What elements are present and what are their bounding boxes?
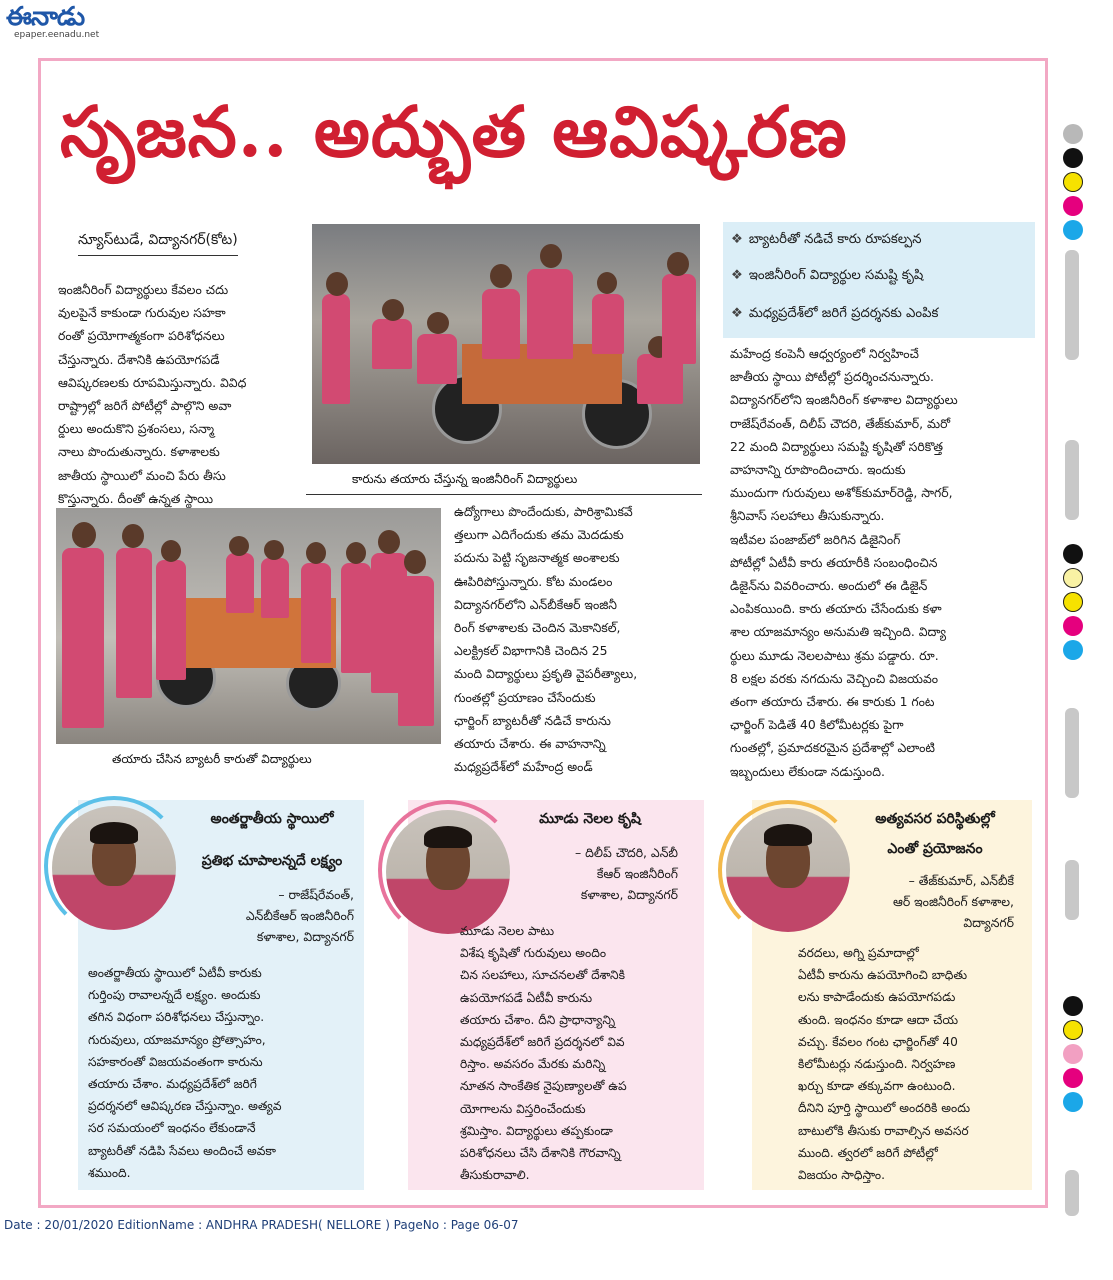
column-3-line: పోటీల్లో ఏటీవీ కారు తయారీకి సంబంధించిన	[730, 554, 938, 570]
photo-2-caption: తయారు చేసిన బ్యాటరీ కారుతో విద్యార్థులు	[112, 752, 312, 766]
column-3-text	[730, 342, 1030, 783]
column-1-line: ఇంజినీరింగ్ విద్యార్థులు కేవలం చదు	[58, 282, 229, 297]
interview-2-body-line: రిస్తాం. అవసరం మేరకు మరిన్ని	[460, 1057, 606, 1072]
eenadu-logo: ఈనాడు	[6, 2, 85, 32]
column-3-line: జాతీయ స్థాయి పోటీల్లో ప్రదర్శించనున్నారు.	[730, 369, 934, 385]
interview-1-body-line: గురువులు, యాజమాన్యం ప్రోత్సాహం,	[88, 1032, 266, 1047]
interview-2-body-line: తయారు చేశాం. దీని ప్రాధాన్యాన్ని	[460, 1012, 616, 1027]
column-3-line: 8 లక్షల వరకు నగదును వెచ్చించి విజయవం	[730, 670, 939, 686]
interview-1-body-line: సహకారంతో విజయవంతంగా కారును	[88, 1054, 263, 1069]
column-3-line: విద్యానగర్‌లోని ఇంజినీరింగ్ కళాశాల విద్యార్థులు	[730, 392, 958, 408]
column-3-line: ఛార్జింగ్ పెడితే 40 కిలోమీటర్లకు పైగా	[730, 717, 904, 733]
column-1-line: ఆవిష్కరణలకు రూపమిస్తున్నారు. వివిధ	[58, 374, 247, 390]
interview-1-body-line: తగిన విధంగా పరిశోధనలు చేస్తున్నాం.	[88, 1010, 265, 1025]
interview-2-body-line: ఉపయోగపడే ఏటీవీ కారును	[460, 990, 593, 1005]
interview-3-body-line: వరదలు, అగ్ని ప్రమాదాల్లో	[798, 946, 919, 960]
column-3-line: శ్రీనివాస్ సలహాలు తీసుకున్నారు.	[730, 508, 885, 524]
registration-mark-lightyellow	[1063, 568, 1083, 588]
diamond-bullet-icon: ❖	[731, 268, 743, 283]
interview-2-body-line: చిన సలహాలు, సూచనలతో దేశానికి	[460, 968, 625, 983]
interview-1-body-line: శముంది.	[88, 1165, 131, 1180]
column-3-line: శాల యాజమాన్యం అనుమతి ఇచ్చింది. విద్యా	[730, 624, 947, 640]
headline: సృజన.. అద్భుత ఆవిష్కరణ	[60, 90, 848, 173]
column-2-text	[454, 500, 700, 778]
interview-2-body-line: యోగాలను విస్తరించేందుకు	[460, 1101, 586, 1116]
interview-2-body-line: శ్రమిస్తాం. విద్యార్థులు తప్పకుండా	[460, 1123, 613, 1138]
column-2-line: రింగ్ కళాశాలకు చెందిన మెకానికల్,	[454, 620, 621, 636]
column-1-line: కొస్తున్నారు. దీంతో ఉన్నత స్థాయి	[58, 490, 214, 506]
interview-2-body-line: నూతన సాంకేతిక నైపుణ్యాలతో ఉప	[460, 1079, 627, 1094]
column-1-line: ర్డులు అందుకొని ప్రశంసలు, సన్మా	[58, 421, 215, 437]
column-3-line: ఇటీవల పంజాబ్‌లో జరిగిన డిజైనింగ్	[730, 531, 901, 547]
interview-1-credit-line: కళాశాల, విద్యానగర్	[256, 929, 354, 944]
interview-1-title-line-2: ప్రతిభ చూపాలన్నదే లక్ష్యం	[201, 853, 343, 869]
edition-footer: Date : 20/01/2020 EditionName : ANDHRA PRADESH( NELLORE ) PageNo : Page 06-07	[4, 1218, 519, 1232]
column-2-line: తయారు చేశారు. ఈ వాహనాన్ని	[454, 736, 606, 752]
column-1-line: నాలు పొందుతున్నారు. కళాశాలకు	[58, 444, 220, 460]
interview-2-body-line: పరిశోధనలు చేసి దేశానికి గౌరవాన్ని	[460, 1146, 621, 1161]
registration-mark-magenta	[1063, 616, 1083, 636]
registration-mark-yellow	[1063, 592, 1083, 612]
column-1-line: చేస్తున్నారు. దేశానికి ఉపయోగపడే	[58, 351, 220, 367]
highlight-2-text: ఇంజినీరింగ్ విద్యార్థుల సమష్టి కృషి	[748, 268, 924, 283]
interview-3-body-line: ఏటీవీ కారును ఉపయోగించి బాధితు	[798, 968, 968, 983]
column-3-line: 22 మంది విద్యార్థులు సమష్టి కృషితో సరికొత్త	[730, 438, 943, 454]
highlight-2	[731, 268, 923, 286]
column-2-line: మధ్యప్రదేశ్‌లో మహేంద్ర అండ్	[454, 759, 593, 775]
registration-mark-cyan	[1063, 640, 1083, 660]
interview-3-body-line: లను కాపాడేందుకు ఉపయోగపడు	[798, 990, 956, 1005]
interview-2-credit	[510, 842, 678, 905]
column-3-line: ఎంపికయింది. కారు తయారు చేసేందుకు కళా	[730, 601, 942, 617]
column-3-line: మహేంద్ర కంపెనీ ఆధ్వర్యంలో నిర్వహించే	[730, 346, 919, 361]
column-3-line: ర్థులు మూడు నెలలపాటు శ్రమ పడ్డారు. రూ.	[730, 647, 939, 663]
highlight-1-text: బ్యాటరీతో నడిచే కారు రూపకల్పన	[748, 232, 922, 247]
column-2-line: మంది విద్యార్థులు ప్రకృతి వైపరీత్యాలు,	[454, 666, 638, 682]
column-3-line: వాహనాన్ని రూపొందించారు. ఇందుకు	[730, 462, 906, 478]
column-1-line: వులపైనే కాకుండా గురువుల సహకా	[58, 305, 226, 321]
registration-mark-yellow	[1063, 1020, 1083, 1040]
epaper-url: epaper.eenadu.net	[14, 30, 100, 40]
column-1-line: రాష్ట్రాల్లో జరిగే పోటీల్లో పాల్గొని అవా	[58, 398, 232, 414]
column-3-line: ముందుగా గురువులు అశోక్‌కుమార్‌రెడ్డి, సాగర్,	[730, 485, 953, 501]
interview-3-body-line: బాటులోకి తీసుకు రావాల్సిన అవసర	[798, 1123, 969, 1138]
registration-bar	[1065, 250, 1079, 360]
portrait-tej-kumar	[726, 808, 850, 932]
interview-3-body	[798, 942, 1020, 1186]
interview-2-body-line: మధ్యప్రదేశ్‌లో జరిగే ప్రదర్శనలో వివ	[460, 1035, 625, 1050]
interview-1-body	[88, 962, 352, 1184]
interview-2-body	[460, 920, 680, 1186]
registration-bar	[1065, 1170, 1079, 1216]
highlights-box	[723, 222, 1035, 338]
caption-rule	[306, 494, 702, 495]
column-3-line: ఇబ్బందులు లేకుండా నడుస్తుంది.	[730, 763, 885, 779]
column-2-line: విద్యానగర్‌లోని ఎన్‌బీకేఆర్ ఇంజినీ	[454, 596, 617, 612]
column-3-line: రాజేష్‌రేవంత్, దిలీప్ చౌదరి, తేజ్‌కుమార్, మరో	[730, 415, 951, 431]
interview-3-body-line: వచ్చు. కేవలం గంట ఛార్జింగ్‌తో 40	[798, 1034, 958, 1049]
interview-3-credit	[846, 870, 1014, 933]
column-1-text	[58, 278, 300, 510]
interview-1-body-line: అంతర్జాతీయ స్థాయిలో ఏటీవీ కారుకు	[88, 966, 262, 980]
interview-3-body-line: దీనిని పూర్తి స్థాయిలో అందరికి అందు	[798, 1101, 971, 1116]
registration-bar	[1065, 708, 1079, 798]
column-1-line: రంతో ప్రయోగాత్మకంగా పరిశోధనలు	[58, 328, 225, 344]
interview-2-body-line: విశేష కృషితో గురువులు అందిం	[460, 946, 607, 961]
interview-3-body-line: విజయం సాధిస్తాం.	[798, 1168, 885, 1183]
photo-students-building-car	[312, 224, 700, 464]
interview-1-credit-line: ఎన్‌బీకేఆర్ ఇంజినీరింగ్	[245, 908, 354, 923]
registration-mark-cyan	[1063, 220, 1083, 240]
portrait-dilip-chowdary	[386, 810, 510, 934]
registration-mark-black	[1063, 544, 1083, 564]
column-2-line: త్తలుగా ఎదిగేందుకు తమ మెదడుకు	[454, 527, 624, 543]
registration-bar	[1065, 860, 1079, 920]
interview-3-credit-line: – తేజ్‌కుమార్, ఎన్‌బీకే	[908, 873, 1014, 888]
registration-mark-cyan	[1063, 1092, 1083, 1112]
interview-3-body-line: తుంది. ఇంధనం కూడా ఆదా చేయ	[798, 1012, 959, 1027]
column-1-line: జాతీయ స్థాయిలో మంచి పేరు తీసు	[58, 467, 226, 483]
registration-mark-black	[1063, 148, 1083, 168]
registration-mark-magenta	[1063, 1068, 1083, 1088]
registration-mark-black	[1063, 996, 1083, 1016]
interview-2-credit-line: – దిలీప్ చౌదరి, ఎన్‌బీ	[575, 845, 678, 860]
interview-3-body-line: ముంది. త్వరలో జరిగే పోటీల్లో	[798, 1145, 938, 1160]
diamond-bullet-icon: ❖	[731, 232, 743, 247]
registration-bar	[1065, 440, 1079, 520]
interview-2-title	[500, 806, 680, 832]
interview-2-credit-line: కేఆర్ ఇంజినీరింగ్	[596, 866, 678, 881]
interview-3-title-line-2: ఎంతో ప్రయోజనం	[887, 841, 983, 857]
column-2-line: ఛార్జింగ్ బ్యాటరీతో నడిచే కారును	[454, 712, 611, 728]
portrait-rajesh-revanth	[52, 806, 176, 930]
interview-1-body-line: తయారు చేశాం. మధ్యప్రదేశ్‌లో జరిగే	[88, 1077, 257, 1092]
highlight-1	[731, 232, 922, 250]
interview-3-body-line: కిలోమీటర్లు నడుస్తుంది. నిర్వహణ	[798, 1057, 956, 1072]
column-2-line: ఎలక్ట్రికల్ విభాగానికి చెందిన 25	[454, 643, 608, 659]
interview-1-body-line: సర సమయంలో ఇంధనం లేకుండానే	[88, 1121, 256, 1136]
interview-1-credit-line: – రాజేష్‌రేవంత్,	[278, 887, 354, 902]
column-3-line: తంగా తయారు చేశారు. ఈ కారుకు 1 గంట	[730, 694, 935, 710]
interview-1-body-line: గుర్తింపు రావాలన్నదే లక్ష్యం. అందుకు	[88, 988, 261, 1003]
column-3-line: గుంతల్లో, ప్రమాదకరమైన ప్రదేశాల్లో ఎలాంటి	[730, 740, 935, 756]
registration-mark-magenta	[1063, 196, 1083, 216]
highlight-3	[731, 306, 938, 324]
dateline: న్యూస్‌టుడే, విద్యానగర్(కోట)	[78, 232, 238, 256]
interview-1-body-line: ప్రదర్శనలో ఆవిష్కరణ చేస్తున్నాం. అత్యవ	[88, 1099, 282, 1114]
interview-1-credit	[170, 884, 354, 947]
registration-mark-yellow	[1063, 172, 1083, 192]
interview-1-title-line-1: అంతర్జాతీయ స్థాయిలో	[210, 811, 334, 827]
diamond-bullet-icon: ❖	[731, 306, 743, 321]
interview-2-credit-line: కళాశాల, విద్యానగర్	[580, 887, 678, 902]
highlight-3-text: మధ్యప్రదేశ్‌లో జరిగే ప్రదర్శనకు ఎంపిక	[748, 306, 939, 321]
column-2-line: ఉద్యోగాలు పొందేందుకు, పారిశ్రామికవే	[454, 504, 633, 519]
interview-3-credit-line: ఆర్ ఇంజినీరింగ్ కళాశాల,	[892, 894, 1014, 909]
interview-2-title-line-1: మూడు నెలల కృషి	[539, 811, 641, 827]
column-2-line: గుంతల్లో ప్రయాణం చేసేందుకు	[454, 689, 596, 705]
interview-2-body-line: తీసుకురావాలి.	[460, 1168, 530, 1183]
interview-3-title-line-1: అత్యవసర పరిస్థితుల్లో	[875, 811, 995, 827]
column-2-line: ఊపిరిపోస్తున్నారు. కోట మండలం	[454, 573, 613, 589]
registration-mark-pink	[1063, 1044, 1083, 1064]
interview-3-body-line: ఖర్చు కూడా తక్కువగా ఉంటుంది.	[798, 1079, 956, 1094]
photo-1-caption: కారును తయారు చేస్తున్న ఇంజినీరింగ్ విద్యార్థులు	[352, 472, 578, 486]
interview-1-title	[184, 806, 360, 874]
interview-2-body-line: మూడు నెలల పాటు	[460, 924, 555, 938]
interview-3-credit-line: విద్యానగర్	[963, 915, 1014, 930]
column-3-line: డిజైన్‌ను వివరించారు. అందులో ఈ డిజైన్	[730, 578, 928, 594]
photo-students-with-car	[56, 508, 441, 744]
interview-3-title	[840, 806, 1030, 862]
registration-mark-gray	[1063, 124, 1083, 144]
column-2-line: పదును పెట్టి సృజనాత్మక అంశాలకు	[454, 550, 620, 566]
interview-1-body-line: బ్యాటరీతో నడిపి సేవలు అందించే అవకా	[88, 1143, 276, 1158]
